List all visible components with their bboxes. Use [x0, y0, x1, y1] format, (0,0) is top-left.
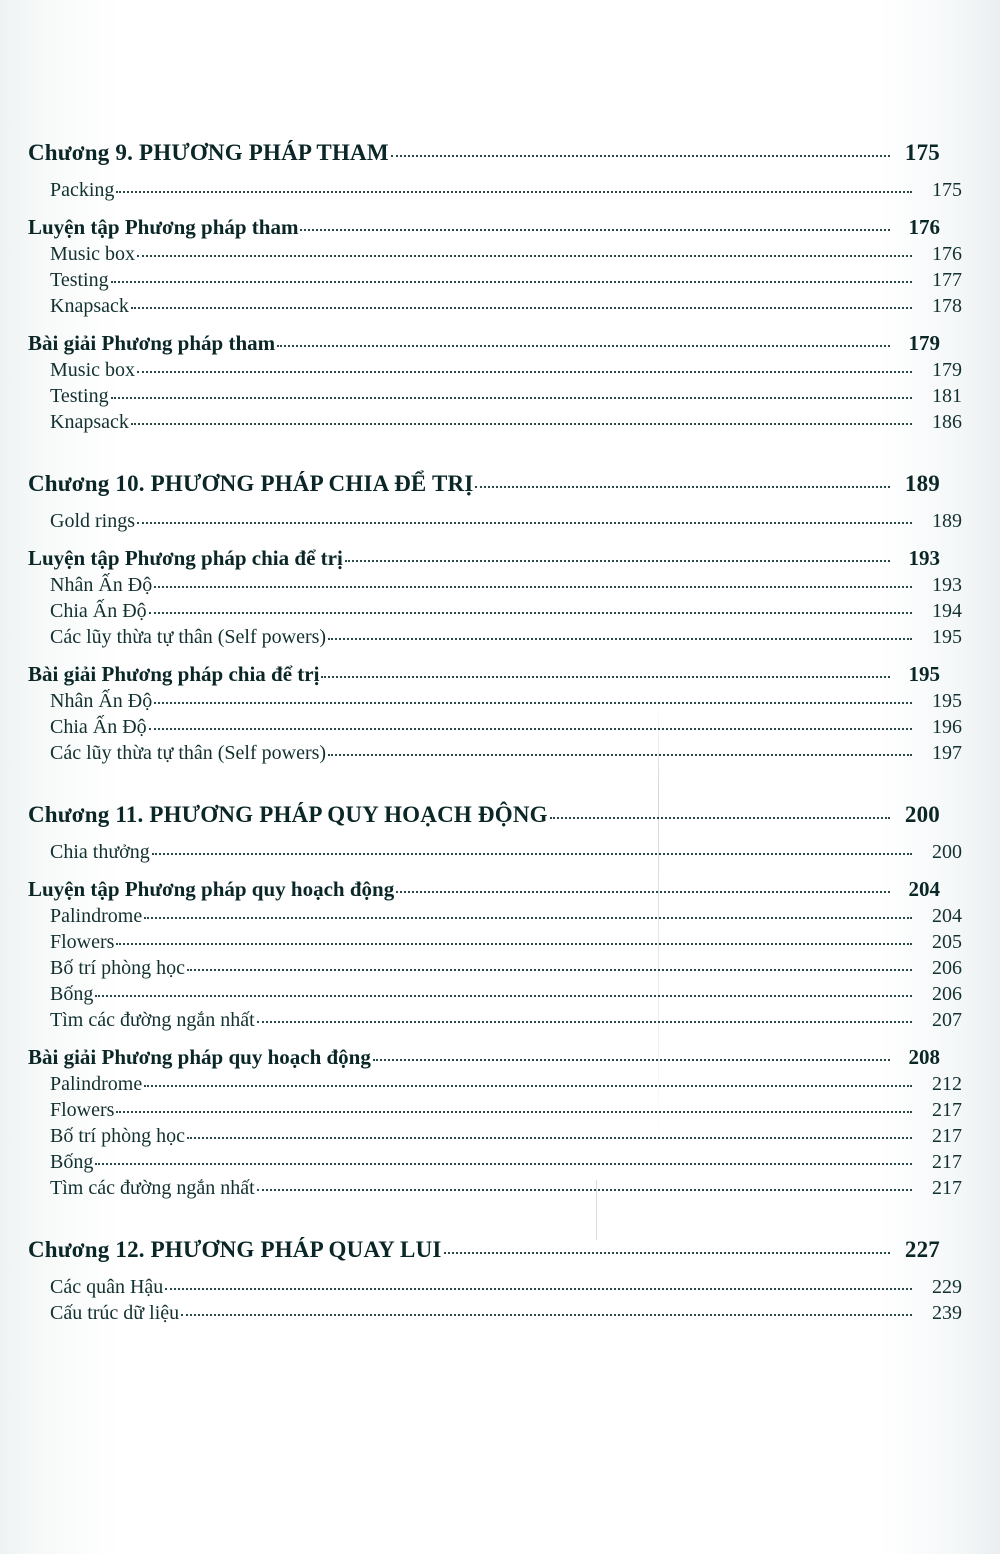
toc-leader-dots [257, 1020, 912, 1023]
toc-leader-dots [328, 753, 912, 756]
toc-entry-row[interactable] [28, 411, 962, 434]
toc-entry-label: Music box [50, 243, 135, 265]
toc-page-number: 197 [932, 742, 962, 764]
toc-page-number: 204 [932, 905, 962, 927]
toc-leader-dots [111, 280, 912, 283]
toc-entry-label: Tìm các đường ngắn nhất [50, 1009, 255, 1031]
toc-entry-row[interactable] [28, 905, 962, 928]
toc-page-number: 176 [932, 243, 962, 265]
toc-page-number: 194 [932, 600, 962, 622]
toc-entry-row[interactable] [28, 1302, 962, 1325]
toc-gap [28, 500, 940, 510]
toc-page-number: 195 [932, 690, 962, 712]
toc-entry-label: Palindrome [50, 1073, 143, 1095]
toc-chapter-row[interactable] [28, 471, 940, 497]
toc-entry-label: Chia Ấn Độ [50, 716, 147, 738]
toc-entry-row[interactable] [28, 295, 962, 318]
toc-section-row[interactable] [28, 1045, 940, 1070]
toc-leader-dots [95, 1162, 912, 1165]
toc-leader-dots [116, 1110, 912, 1113]
toc-entry-row[interactable] [28, 510, 962, 533]
toc-entry-row[interactable] [28, 574, 962, 597]
toc-leader-dots [131, 306, 912, 309]
toc-entry-label: Palindrome [50, 905, 143, 927]
toc-entry-row[interactable] [28, 385, 962, 408]
toc-section-row[interactable] [28, 662, 940, 687]
toc-leader-dots [137, 521, 912, 524]
toc-entry-label: Bống [50, 1151, 94, 1173]
toc-page-number: 196 [932, 716, 962, 738]
toc-entry-label: Các lũy thừa tự thân (Self powers) [50, 626, 327, 648]
toc-entry-row[interactable] [28, 1125, 962, 1148]
toc-entry-row[interactable] [28, 690, 962, 713]
toc-leader-dots [277, 344, 890, 347]
toc-entry-label: Nhân Ấn Độ [50, 574, 153, 596]
toc-leader-dots [165, 1287, 912, 1290]
toc-page-number: 217 [932, 1151, 962, 1173]
toc-entry-row[interactable] [28, 359, 962, 382]
toc-entry-label: Testing [50, 385, 109, 407]
toc-entry-row[interactable] [28, 1099, 962, 1122]
toc-entry-row[interactable] [28, 957, 962, 980]
toc-gap [28, 321, 940, 331]
toc-leader-dots [475, 485, 890, 488]
toc-entry-label: Luyện tập Phương pháp tham [28, 215, 299, 239]
toc-entry-row[interactable] [28, 1073, 962, 1096]
toc-gap [28, 1203, 940, 1237]
toc-page-number: 239 [932, 1302, 962, 1324]
toc-page-number: 207 [932, 1009, 962, 1031]
toc-chapter-row[interactable] [28, 802, 940, 828]
toc-page-number: 204 [908, 877, 940, 901]
toc-entry-row[interactable] [28, 243, 962, 266]
toc-leader-dots [154, 701, 912, 704]
toc-gap [28, 437, 940, 471]
toc-section-row[interactable] [28, 215, 940, 240]
toc-entry-label: Các quân Hậu [50, 1276, 164, 1298]
toc-leader-dots [95, 994, 912, 997]
toc-gap [28, 867, 940, 877]
toc-entry-label: Bố trí phòng học [50, 957, 185, 979]
toc-page-number: 206 [932, 957, 962, 979]
toc-gap [28, 536, 940, 546]
toc-page-number: 217 [932, 1125, 962, 1147]
toc-entry-label: Knapsack [50, 411, 129, 433]
toc-page-number: 217 [932, 1177, 962, 1199]
toc-leader-dots [444, 1251, 890, 1254]
toc-entry-label: Chia Ấn Độ [50, 600, 147, 622]
toc-section-row[interactable] [28, 331, 940, 356]
toc-entry-label: Testing [50, 269, 109, 291]
toc-entry-label: Gold rings [50, 510, 135, 532]
toc-entry-label: Chương 10. PHƯƠNG PHÁP CHIA ĐỂ TRỊ [28, 471, 474, 496]
table-of-contents [28, 140, 962, 1328]
toc-page-number: 195 [932, 626, 962, 648]
toc-leader-dots [373, 1058, 890, 1061]
toc-leader-dots [111, 396, 912, 399]
toc-entry-label: Cấu trúc dữ liệu [50, 1302, 180, 1324]
toc-page-number: 179 [908, 331, 940, 355]
toc-gap [28, 169, 940, 179]
toc-entry-row[interactable] [28, 841, 962, 864]
toc-leader-dots [137, 370, 912, 373]
toc-leader-dots [144, 916, 912, 919]
toc-entry-label: Flowers [50, 1099, 115, 1121]
toc-leader-dots [391, 154, 890, 157]
toc-page-number: 200 [932, 841, 962, 863]
toc-chapter-row[interactable] [28, 140, 940, 166]
toc-page-number: 208 [908, 1045, 940, 1069]
toc-leader-dots [396, 890, 890, 893]
toc-entry-label: Luyện tập Phương pháp quy hoạch động [28, 877, 395, 901]
toc-entry-row[interactable] [28, 1177, 962, 1200]
toc-entry-row[interactable] [28, 742, 962, 765]
toc-entry-label: Chương 9. PHƯƠNG PHÁP THAM [28, 140, 389, 165]
toc-page-number: 189 [932, 510, 962, 532]
toc-page-number: 212 [932, 1073, 962, 1095]
toc-page-number: 177 [932, 269, 962, 291]
toc-leader-dots [137, 254, 912, 257]
toc-leader-dots [257, 1188, 912, 1191]
toc-gap [28, 1266, 940, 1276]
toc-leader-dots [187, 968, 912, 971]
toc-entry-row[interactable] [28, 1276, 962, 1299]
toc-section-row[interactable] [28, 877, 940, 902]
toc-gap [28, 1035, 940, 1045]
toc-entry-label: Bài giải Phương pháp tham [28, 331, 276, 355]
toc-page-number: 175 [932, 179, 962, 201]
toc-gap [28, 768, 940, 802]
toc-leader-dots [149, 611, 912, 614]
toc-leader-dots [116, 190, 912, 193]
toc-leader-dots [187, 1136, 912, 1139]
toc-entry-label: Bài giải Phương pháp chia để trị [28, 662, 320, 686]
toc-page-number: 179 [932, 359, 962, 381]
toc-leader-dots [550, 816, 890, 819]
toc-leader-dots [152, 852, 912, 855]
toc-entry-row[interactable] [28, 626, 962, 649]
toc-leader-dots [300, 228, 890, 231]
toc-page-number: 195 [908, 662, 940, 686]
toc-entry-row[interactable] [28, 983, 962, 1006]
toc-entry-label: Knapsack [50, 295, 129, 317]
toc-entry-row[interactable] [28, 179, 962, 202]
toc-page-number: 227 [904, 1237, 940, 1262]
toc-page-number: 175 [904, 140, 940, 165]
toc-entry-label: Chia thưởng [50, 841, 150, 863]
toc-entry-row[interactable] [28, 931, 962, 954]
toc-page-number: 189 [904, 471, 940, 496]
toc-entry-label: Music box [50, 359, 135, 381]
toc-page-number: 181 [932, 385, 962, 407]
toc-gap [28, 652, 940, 662]
toc-entry-label: Packing [50, 179, 115, 201]
toc-leader-dots [345, 559, 890, 562]
toc-entry-row[interactable] [28, 1151, 962, 1174]
toc-entry-label: Chương 11. PHƯƠNG PHÁP QUY HOẠCH ĐỘNG [28, 802, 548, 827]
toc-page-number: 206 [932, 983, 962, 1005]
toc-entry-label: Bống [50, 983, 94, 1005]
toc-page-number: 205 [932, 931, 962, 953]
toc-leader-dots [321, 675, 890, 678]
toc-gap [28, 831, 940, 841]
toc-entry-label: Nhân Ấn Độ [50, 690, 153, 712]
toc-page-number: 178 [932, 295, 962, 317]
toc-entry-label: Flowers [50, 931, 115, 953]
toc-entry-label: Chương 12. PHƯƠNG PHÁP QUAY LUI [28, 1237, 442, 1262]
toc-entry-label: Bố trí phòng học [50, 1125, 185, 1147]
toc-chapter-row[interactable] [28, 1237, 940, 1263]
toc-page-number: 186 [932, 411, 962, 433]
toc-leader-dots [131, 422, 912, 425]
toc-leader-dots [154, 585, 912, 588]
toc-page-number: 217 [932, 1099, 962, 1121]
toc-entry-label: Các lũy thừa tự thân (Self powers) [50, 742, 327, 764]
toc-entry-row[interactable] [28, 716, 962, 739]
toc-entry-row[interactable] [28, 269, 962, 292]
toc-page-number: 229 [932, 1276, 962, 1298]
toc-page-number: 193 [908, 546, 940, 570]
toc-entry-row[interactable] [28, 600, 962, 623]
toc-leader-dots [149, 727, 912, 730]
toc-leader-dots [328, 637, 912, 640]
toc-page-number: 176 [908, 215, 940, 239]
toc-entry-row[interactable] [28, 1009, 962, 1032]
toc-entry-label: Bài giải Phương pháp quy hoạch động [28, 1045, 371, 1069]
toc-page-number: 200 [904, 802, 940, 827]
toc-entry-label: Tìm các đường ngắn nhất [50, 1177, 255, 1199]
toc-gap [28, 205, 940, 215]
toc-section-row[interactable] [28, 546, 940, 571]
toc-leader-dots [144, 1084, 912, 1087]
toc-entry-label: Luyện tập Phương pháp chia để trị [28, 546, 343, 570]
toc-leader-dots [181, 1313, 912, 1316]
toc-page-number: 193 [932, 574, 962, 596]
toc-leader-dots [116, 942, 912, 945]
